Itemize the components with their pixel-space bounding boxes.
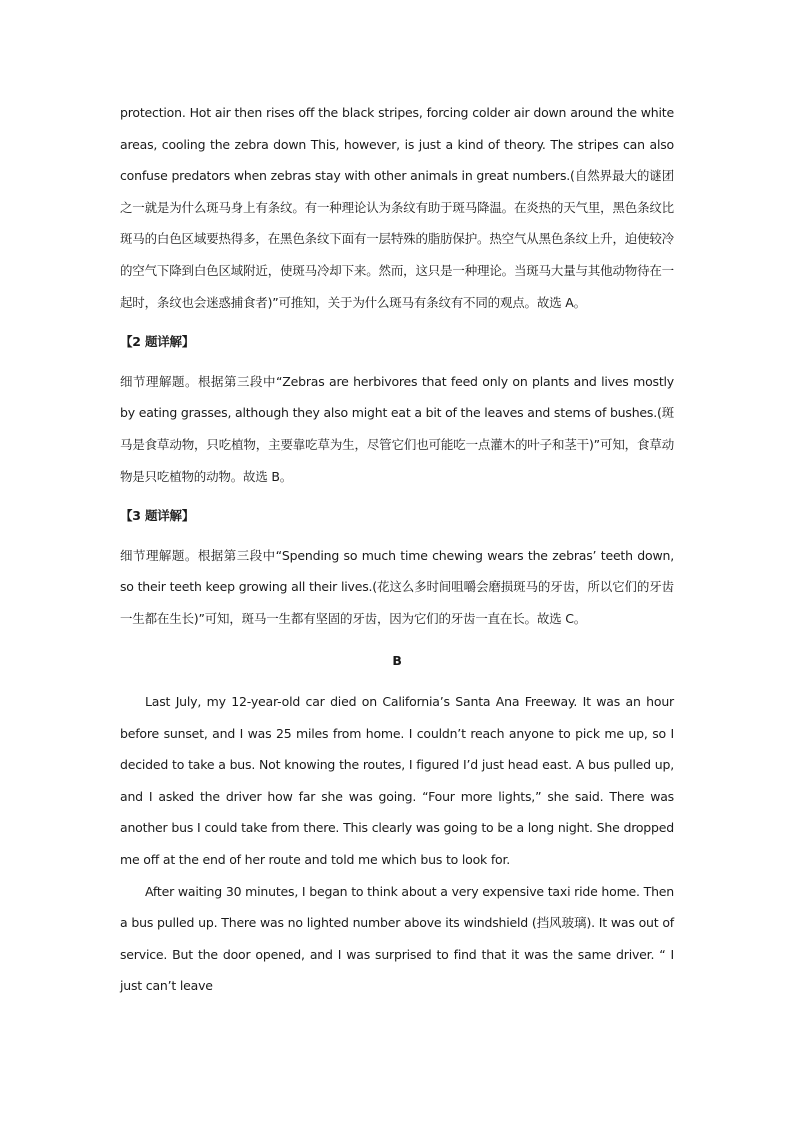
heading-question-3: 【3 题详解】 xyxy=(120,508,195,524)
document-body xyxy=(120,97,674,1002)
heading-question-2: 【2 题详解】 xyxy=(120,334,195,350)
passage-paragraph-2: After waiting 30 minutes, I began to think about a very expensive taxi ride home. Then a bus pulled up. There was no lighted number above its windshield (挡风玻璃). It was out of service. But the door opened, and I was surprised to find that it was the same driver. “ I just can’t leave xyxy=(120,883,674,994)
paragraph-q3-explanation: 细节理解题。根据第三段中“Spending so much time chewing wears the zebras’ teeth down, so their teeth keep growing all their lives.(花这么多时间咀嚼会磨损斑马的牙齿，所以它们的牙齿一生都在生长)”可知，斑马一生都有坚固的牙齿，因为它们的牙齿一直在长。故选 C。 xyxy=(120,547,674,626)
paragraph-q2-explanation: 细节理解题。根据第三段中“Zebras are herbivores that feed only on plants and lives mostly by eating grasses, although they also might eat a bit of the leaves and stems of bushes.(斑马是食草动物，只吃植物，主要靠吃草为生，尽管它们也可能吃一点灌木的叶子和茎干)”可知，食草动物是只吃植物的动物。故选 B。 xyxy=(120,373,674,484)
paragraph-q1-explanation: protection. Hot air then rises off the black stripes, forcing colder air down around the white areas, cooling the zebra down This, however, is just a kind of theory. The stripes can also confuse predators when zebras stay with other animals in great numbers.(自然界最大的谜团之一就是为什么斑马身上有条纹。有一种理论认为条纹有助于斑马降温。在炎热的天气里，黑色条纹比斑马的白色区域要热得多，在黑色条纹下面有一层特殊的脂肪保护。热空气从黑色条纹上升，迫使较冷的空气下降到白色区域附近，使斑马冷却下来。然而，这只是一种理论。当斑马大量与其他动物待在一起时，条纹也会迷惑捕食者)”可推知，关于为什么斑马有条纹有不同的观点。故选 A。 xyxy=(120,105,674,310)
passage-paragraph-1: Last July, my 12-year-old car died on California’s Santa Ana Freeway. It was an hour before sunset, and I was 25 miles from home. I couldn’t reach anyone to pick me up, so I decided to take a bus. Not knowing the routes, I figured I’d just head east. A bus pulled up, and I asked the driver how far she was going. “Four more lights,” she said. There was another bus I could take from there. This clearly was going to be a long night. She dropped me off at the end of her route and told me which bus to look for. xyxy=(120,694,674,868)
section-title-b: B xyxy=(392,652,402,668)
